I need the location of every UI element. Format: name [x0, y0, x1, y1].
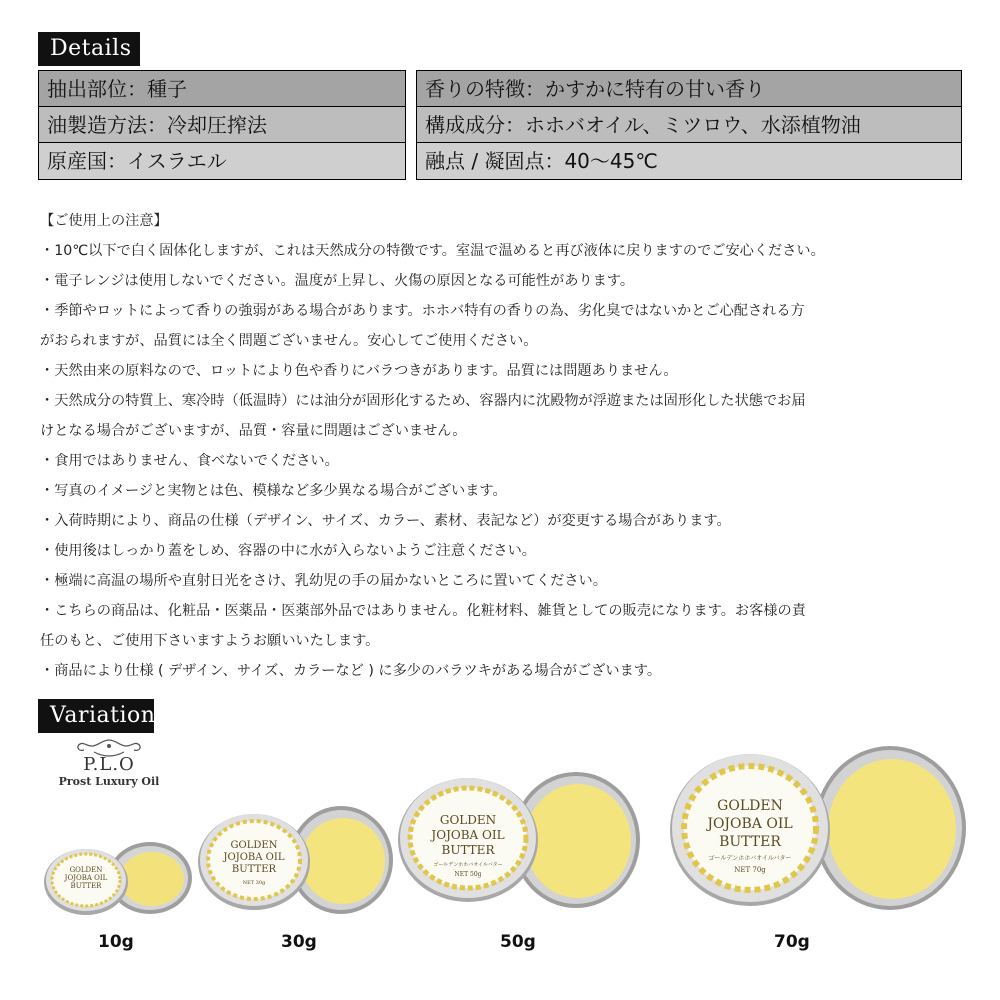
- spec-row-ingredients: 構成成分：ホホバオイル、ミツロウ、水添植物油: [417, 107, 961, 143]
- details-section-label: Details: [38, 32, 140, 66]
- usage-note-line: ・入荷時期により、商品の仕様（デザイン、サイズ、カラー、素材、表記など）が変更する場合があります。: [40, 513, 731, 529]
- size-label-30g: 30g: [281, 932, 317, 952]
- spec-row-melting-point: 融点 / 凝固点：40〜45℃: [417, 143, 961, 179]
- lid-text: NET 50g: [454, 871, 482, 878]
- usage-notes: [40, 206, 970, 686]
- usage-note-line: がおられますが、品質には全く問題ございません。安心してご使用ください。: [40, 333, 538, 349]
- logo-brand-name: Prost Luxury Oil: [58, 775, 160, 788]
- logo-mark: P.L.O: [83, 754, 135, 775]
- usage-note-line: ・天然成分の特質上、寒冷時（低温時）には油分が固形化するため、容器内に沈殿物が浮遊または固形化した状態でお届: [40, 393, 806, 409]
- lid-text: JOJOBA OIL: [64, 874, 108, 882]
- lid-text: BUTTER: [231, 864, 277, 875]
- lid-text: JOJOBA OIL: [707, 816, 793, 832]
- usage-note-line: 任のもと、ご使用下さいますようお願いいたします。: [40, 633, 380, 649]
- lid-text: GOLDEN: [69, 866, 103, 874]
- size-label-50g: 50g: [500, 932, 536, 952]
- size-label-10g: 10g: [98, 932, 134, 952]
- lid-text: JOJOBA OIL: [223, 852, 285, 863]
- spec-row-origin: 原産国：イスラエル: [39, 143, 405, 179]
- spec-row-manufacturing-method: 油製造方法：冷却圧搾法: [39, 107, 405, 143]
- lid-text: ゴールデンホホバオイルバター: [708, 855, 792, 862]
- usage-notes-title: 【ご使用上の注意】: [40, 213, 168, 229]
- lid-text: JOJOBA OIL: [431, 828, 505, 842]
- usage-note-line: ・天然由来の原料なので、ロットにより色や香りにバラつきがあります。品質には問題ありません。: [40, 363, 678, 379]
- lid-text: BUTTER: [719, 834, 781, 850]
- usage-note-line: ・写真のイメージと実物とは色、模様など多少異なる場合がございます。: [40, 483, 507, 499]
- lid-text: GOLDEN: [230, 840, 278, 851]
- product-image-70g: [668, 742, 968, 920]
- usage-note-line: ・食用ではありません、食べないでください。: [40, 453, 339, 469]
- lid-text: NET 70g: [734, 866, 766, 874]
- usage-note-line: けとなる場合がございますが、品質・容量に問題はございません。: [40, 423, 467, 439]
- usage-note-line: ・使用後はしっかり蓋をしめ、容器の中に水が入らないようご注意ください。: [40, 543, 536, 559]
- lid-text: GOLDEN: [439, 813, 497, 827]
- lid-text: BUTTER: [441, 843, 495, 857]
- lid-text: NET 30g: [242, 880, 266, 886]
- lid-text: BUTTER: [70, 882, 102, 890]
- product-image-50g: [396, 768, 640, 918]
- usage-note-line: ・商品により仕様 ( デザイン、サイズ、カラーなど ) に多少のバラツキがある場合がございます。: [40, 663, 662, 679]
- usage-note-line: ・こちらの商品は、化粧品・医薬品・医薬部外品ではありません。化粧材料、雑貨としての販売になります。お客様の責: [40, 603, 806, 619]
- product-image-10g: [38, 838, 198, 918]
- brand-logo: [54, 738, 164, 788]
- size-label-70g: 70g: [774, 932, 810, 952]
- usage-note-line: ・極端に高温の場所や直射日光をさけ、乳幼児の手の届かないところに置いてください。: [40, 573, 607, 589]
- variation-section-label: Variation: [38, 699, 154, 733]
- usage-note-line: ・10℃以下で白く固体化しますが、これは天然成分の特徴です。室温で温めると再び液体に戻りますのでご安心ください。: [40, 243, 825, 259]
- lid-text: GOLDEN: [717, 798, 783, 814]
- spec-row-extraction-part: 抽出部位：種子: [39, 71, 405, 107]
- spec-row-scent: 香りの特徴：かすかに特有の甘い香り: [417, 71, 961, 107]
- spec-table-right: [416, 70, 962, 180]
- usage-note-line: ・季節やロットによって香りの強弱がある場合があります。ホホバ特有の香りの為、劣化臭ではないかとご心配される方: [40, 303, 805, 319]
- spec-table-left: [38, 70, 406, 180]
- lid-text: ゴールデンホホバオイルバター: [433, 862, 503, 868]
- product-image-30g: [196, 800, 396, 918]
- usage-note-line: ・電子レンジは使用しないでください。温度が上昇し、火傷の原因となる可能性があります。: [40, 273, 635, 289]
